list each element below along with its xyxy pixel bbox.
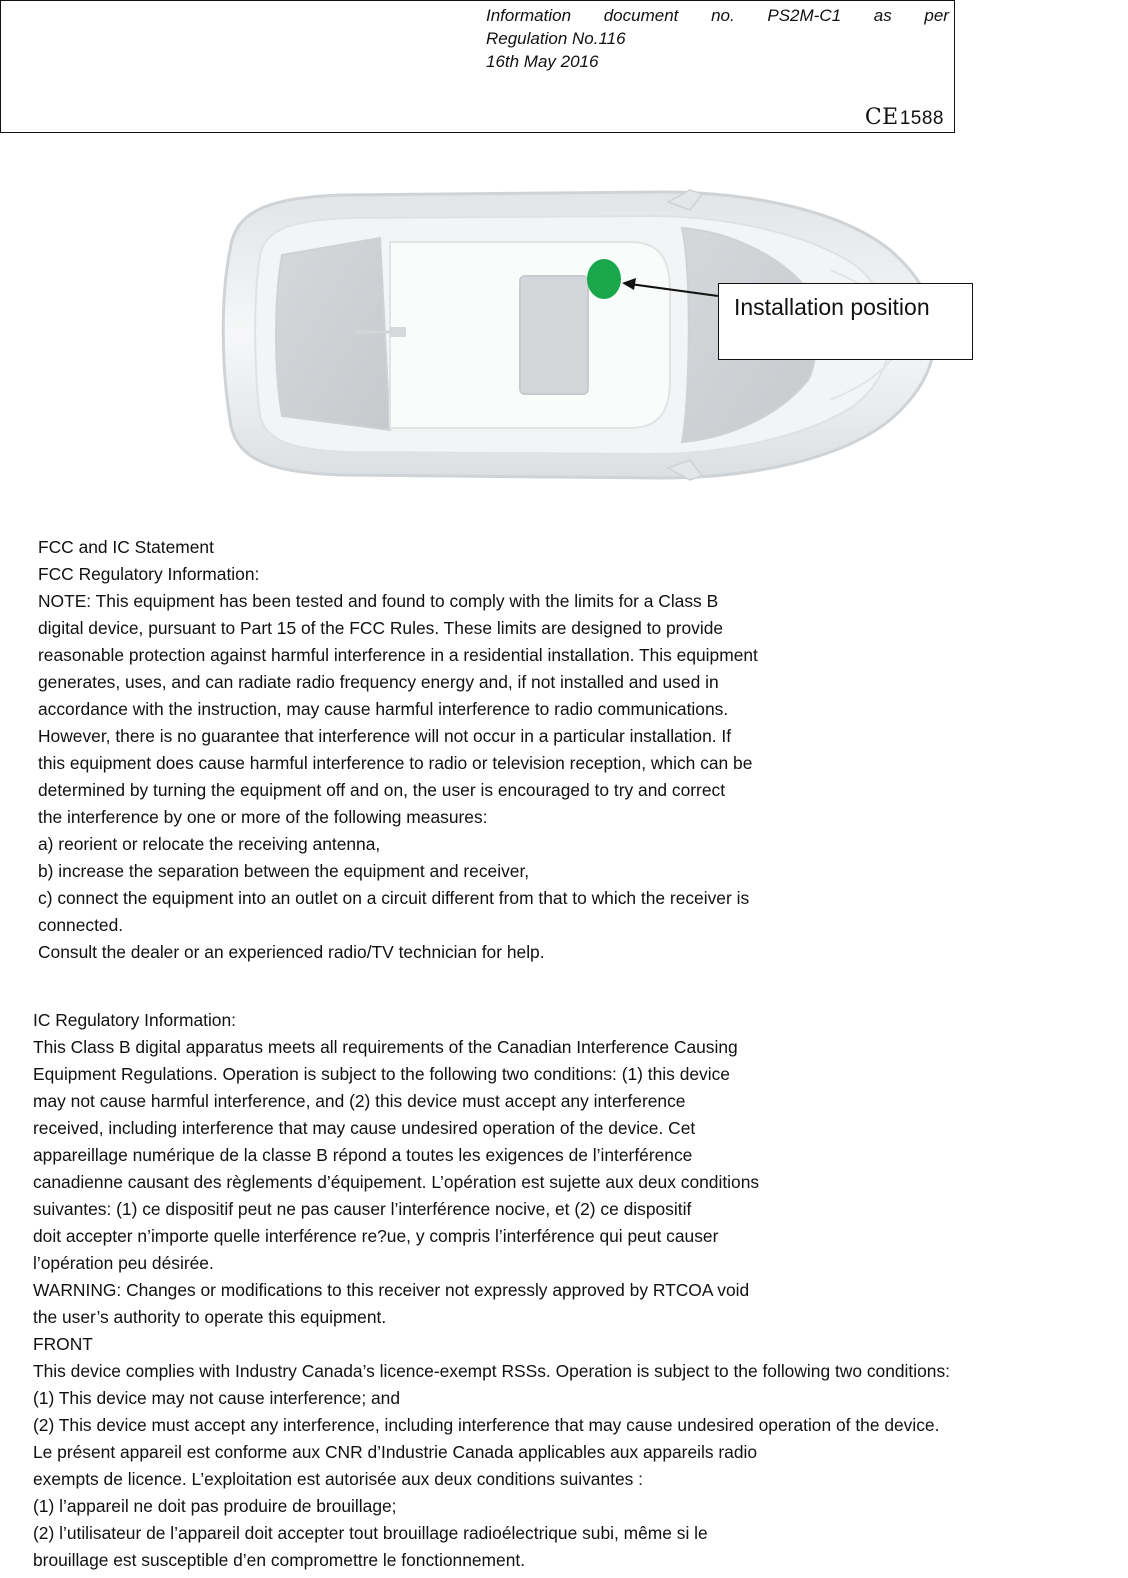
document-info-word: PS2M-C1 — [767, 6, 842, 25]
fcc-line: this equipment does cause harmful interference to radio or television reception, which can be — [38, 753, 753, 773]
regulation-line: Regulation No.116 — [486, 29, 626, 48]
ic-line: Le présent appareil est conforme aux CNR d’Industrie Canada applicables aux appareils radio — [33, 1442, 758, 1462]
document-info-word: document — [603, 6, 679, 25]
document-info-word: no. — [711, 6, 735, 25]
installation-marker — [587, 259, 621, 299]
ic-line: exempts de licence. L’exploitation est autorisée aux deux conditions suivantes : — [33, 1469, 644, 1489]
document-info-word: per — [924, 6, 949, 25]
ic-title: IC Regulatory Information: — [33, 1010, 236, 1030]
ce-logo: CE — [864, 105, 899, 130]
fcc-measure: a) reorient or relocate the receiving antenna, — [38, 834, 381, 854]
ic-line: (2) This device must accept any interference, including interference that may cause undesired operation of the device. — [33, 1415, 940, 1435]
fcc-line: the interference by one or more of the following measures: — [38, 807, 488, 827]
document-info — [486, 4, 949, 73]
ce-mark — [865, 105, 944, 130]
fcc-line: However, there is no guarantee that interference will not occur in a particular installation. If — [38, 726, 732, 746]
ic-line: Equipment Regulations. Operation is subject to the following two conditions: (1) this device — [33, 1064, 730, 1084]
fcc-line: reasonable protection against harmful interference in a residential installation. This equipment — [38, 645, 758, 665]
document-info-word: as — [873, 6, 892, 25]
ic-line: (2) l’utilisateur de l’appareil doit accepter tout brouillage radioélectrique subi, même si le — [33, 1523, 708, 1543]
fcc-subtitle: FCC Regulatory Information: — [38, 564, 260, 584]
fcc-line: NOTE: This equipment has been tested and found to comply with the limits for a Class B — [38, 591, 719, 611]
ic-line: may not cause harmful interference, and (2) this device must accept any interference — [33, 1091, 686, 1111]
fcc-line: Consult the dealer or an experienced radio/TV technician for help. — [38, 942, 545, 962]
ic-line: This device complies with Industry Canada’s licence-exempt RSSs. Operation is subject to the following two conditions: — [33, 1361, 950, 1381]
sunroof — [520, 276, 588, 394]
fcc-line: generates, uses, and can radiate radio frequency energy and, if not installed and used in — [38, 672, 719, 692]
rear-window — [276, 238, 390, 430]
ic-line: suivantes: (1) ce dispositif peut ne pas causer l’interférence nocive, et (2) ce dispositif — [33, 1199, 692, 1219]
ic-line: brouillage est susceptible d’en compromettre le fonctionnement. — [33, 1550, 526, 1570]
ic-line: canadienne causant des règlements d’équipement. L’opération est sujette aux deux conditions — [33, 1172, 760, 1192]
fcc-line: determined by turning the equipment off and on, the user is encouraged to try and correct — [38, 780, 726, 800]
ic-front-label: FRONT — [33, 1334, 93, 1354]
ic-line: received, including interference that may cause undesired operation of the device. Cet — [33, 1118, 696, 1138]
ic-line: This Class B digital apparatus meets all requirements of the Canadian Interference Causing — [33, 1037, 738, 1057]
installation-callout — [718, 283, 973, 360]
date-line: 16th May 2016 — [486, 52, 599, 71]
ic-line: appareillage numérique de la classe B répond a toutes les exigences de l’interférence — [33, 1145, 693, 1165]
fcc-line: accordance with the instruction, may cause harmful interference to radio communications. — [38, 699, 729, 719]
notified-body-number: 1588 — [899, 108, 944, 129]
fcc-statement — [38, 534, 928, 966]
header-box — [0, 0, 955, 133]
document-info-line-1 — [486, 4, 949, 27]
ic-line: (1) This device may not cause interference; and — [33, 1388, 401, 1408]
fcc-line: connected. — [38, 915, 124, 935]
document-info-word: Information — [486, 6, 572, 25]
ic-line: l’opération peu désirée. — [33, 1253, 214, 1273]
fcc-title: FCC and IC Statement — [38, 537, 214, 557]
ic-statement — [33, 1007, 1128, 1574]
ic-line: the user’s authority to operate this equipment. — [33, 1307, 387, 1327]
fcc-measure: c) connect the equipment into an outlet on a circuit different from that to which the receiver is — [38, 888, 750, 908]
fcc-measure: b) increase the separation between the equipment and receiver, — [38, 861, 530, 881]
fcc-line: digital device, pursuant to Part 15 of the FCC Rules. These limits are designed to provide — [38, 618, 724, 638]
installation-position-label: Installation position — [734, 294, 930, 320]
ic-line: (1) l’appareil ne doit pas produire de brouillage; — [33, 1496, 397, 1516]
ic-line: doit accepter n’importe quelle interférence re?ue, y compris l’interférence qui peut causer — [33, 1226, 719, 1246]
ic-warning: WARNING: Changes or modifications to this receiver not expressly approved by RTCOA void — [33, 1280, 750, 1300]
